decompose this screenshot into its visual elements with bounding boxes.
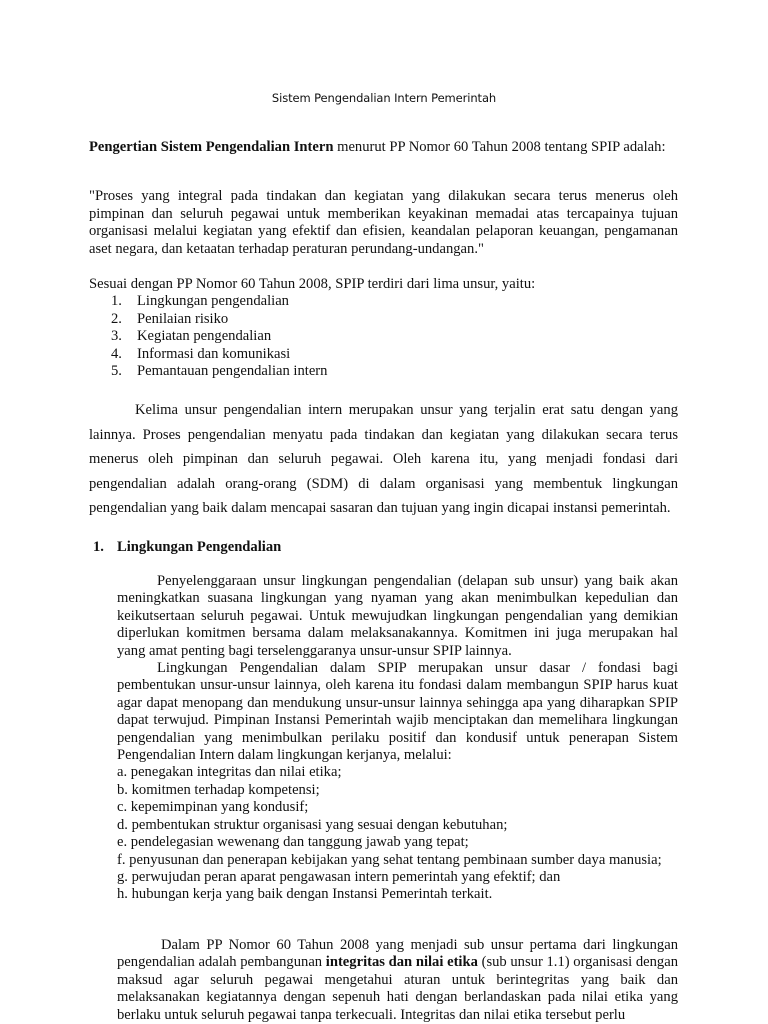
para3-bold: integritas dan nilai etika bbox=[325, 954, 478, 971]
list-item bbox=[111, 346, 327, 364]
section-title: Lingkungan Pengendalian bbox=[117, 539, 282, 555]
intro-paragraph bbox=[89, 139, 678, 157]
list-item-label: Kegiatan pengendalian bbox=[137, 328, 272, 344]
list-intro bbox=[89, 276, 678, 294]
list-item: e. pendelegasian wewenang dan tanggung jawab yang tepat; bbox=[117, 834, 469, 851]
list-item: g. perwujudan peran aparat pengawasan intern pemerintah yang efektif; dan bbox=[117, 868, 561, 885]
list-item: f. penyusunan dan penerapan kebijakan yang sehat tentang pembinaan sumber daya manusia; bbox=[117, 851, 662, 868]
para3-text-a: Dalam PP Nomor 60 Tahun 2008 yang menjadi sub unsur pertama dari lingkungan pengendalian adalah pembangunan bbox=[117, 937, 678, 971]
sub-unsur-list bbox=[117, 764, 678, 903]
summary-paragraph: Kelima unsur pengendalian intern merupakan unsur yang terjalin erat satu dengan yang lainnya. Proses pengendalian menyatu pada tindakan dan kegiatan yang dilakukan secara terus menerus oleh pimpinan dan seluruh pegawai. Oleh karena itu, yang menjadi fondasi dari pengendalian adalah orang-orang (SDM) di dalam organisasi yang membentuk lingkungan pengendalian yang baik dalam mencapai sasaran dan tujuan yang ingin dicapai instansi pemerintah. bbox=[89, 402, 678, 516]
section-paragraph-1: Penyelenggaraan unsur lingkungan pengendalian (delapan sub unsur) yang baik akan meningkatkan suasana lingkungan yang nyaman yang akan menimbulkan kepedulian dan keikutsertaan seluruh pegawai. Untuk mewujudkan lingkungan pengendalian yang demikian diperlukan komitmen bersama dalam melaksanakannya. Komitmen ini juga merupakan hal yang amat penting bagi terselenggaranya unsur-unsur SPIP lainnya. bbox=[117, 573, 678, 659]
intro-rest: menurut PP Nomor 60 Tahun 2008 tentang SPIP adalah: bbox=[333, 139, 666, 155]
list-item: a. penegakan integritas dan nilai etika; bbox=[117, 764, 342, 781]
list-item: c. kepemimpinan yang kondusif; bbox=[117, 799, 309, 816]
list-item: b. komitmen terhadap kompetensi; bbox=[117, 781, 320, 798]
list-item: h. hubungan kerja yang baik dengan Instansi Pemerintah terkait. bbox=[117, 886, 493, 903]
list-item-label: Pemantauan pengendalian intern bbox=[137, 363, 328, 379]
list-item-number: 5. bbox=[111, 363, 122, 379]
list-item bbox=[111, 363, 327, 381]
list-intro-text: Sesuai dengan PP Nomor 60 Tahun 2008, SPIP terdiri dari lima unsur, yaitu: bbox=[89, 276, 536, 292]
intro-term: Pengertian Sistem Pengendalian Intern bbox=[89, 139, 334, 155]
section-number: 1. bbox=[93, 539, 104, 555]
document-title: Sistem Pengendalian Intern Pemerintah bbox=[271, 91, 497, 105]
list-item-label: Informasi dan komunikasi bbox=[137, 345, 291, 362]
list-item bbox=[111, 328, 327, 346]
quote-paragraph bbox=[89, 188, 678, 258]
section-paragraph-3 bbox=[117, 937, 678, 1024]
list-item-number: 1. bbox=[111, 293, 122, 309]
list-item bbox=[111, 293, 327, 311]
section-body bbox=[117, 573, 678, 904]
list-item-label: Penilaian risiko bbox=[137, 310, 229, 327]
list-item-number: 4. bbox=[111, 345, 122, 362]
section-heading bbox=[93, 539, 281, 556]
section-paragraph-2: Lingkungan Pengendalian dalam SPIP merupakan unsur dasar / fondasi bagi pembentukan unsur-unsur lainnya, oleh karena itu fondasi dalam membangun SPIP harus kuat agar dapat menopang dan mendukung unsur-unsur lainnya sehingga apa yang diharapkan SPIP dapat terwujud. Pimpinan Instansi Pemerintah wajib menciptakan dan memelihara lingkungan pengendalian yang menimbulkan perilaku positif dan kondusif untuk penerapan Sistem Pengendalian Intern dalam lingkungan kerjanya, melalui: bbox=[117, 660, 678, 764]
list-item-number: 2. bbox=[111, 310, 122, 327]
para3-text-b: (sub unsur 1.1) organisasi dengan maksud agar seluruh pegawai mengetahui aturan untuk berintegritas yang baik dan melaksanakan kegiatannya dengan sepenuh hati dengan berlandaskan pada nilai etika yang berlaku untuk seluruh pegawai tanpa terkecuali. Integritas dan nilai etika tersebut perlu bbox=[117, 954, 678, 1023]
unsur-list bbox=[111, 293, 327, 381]
quote-text: "Proses yang integral pada tindakan dan kegiatan yang dilakukan secara terus menerus oleh pimpinan dan seluruh pegawai untuk memberikan keyakinan memadai atas tercapainya tujuan organisasi melalui kegiatan yang efektif dan efisien, keandalan pelaporan keuangan, pengamanan aset negara, dan ketaatan terhadap peraturan perundang-undangan." bbox=[89, 188, 678, 257]
list-item bbox=[111, 311, 327, 329]
list-item-number: 3. bbox=[111, 328, 122, 344]
list-item-label: Lingkungan pengendalian bbox=[137, 293, 289, 309]
list-item: d. pembentukan struktur organisasi yang sesuai dengan kebutuhan; bbox=[117, 816, 508, 833]
